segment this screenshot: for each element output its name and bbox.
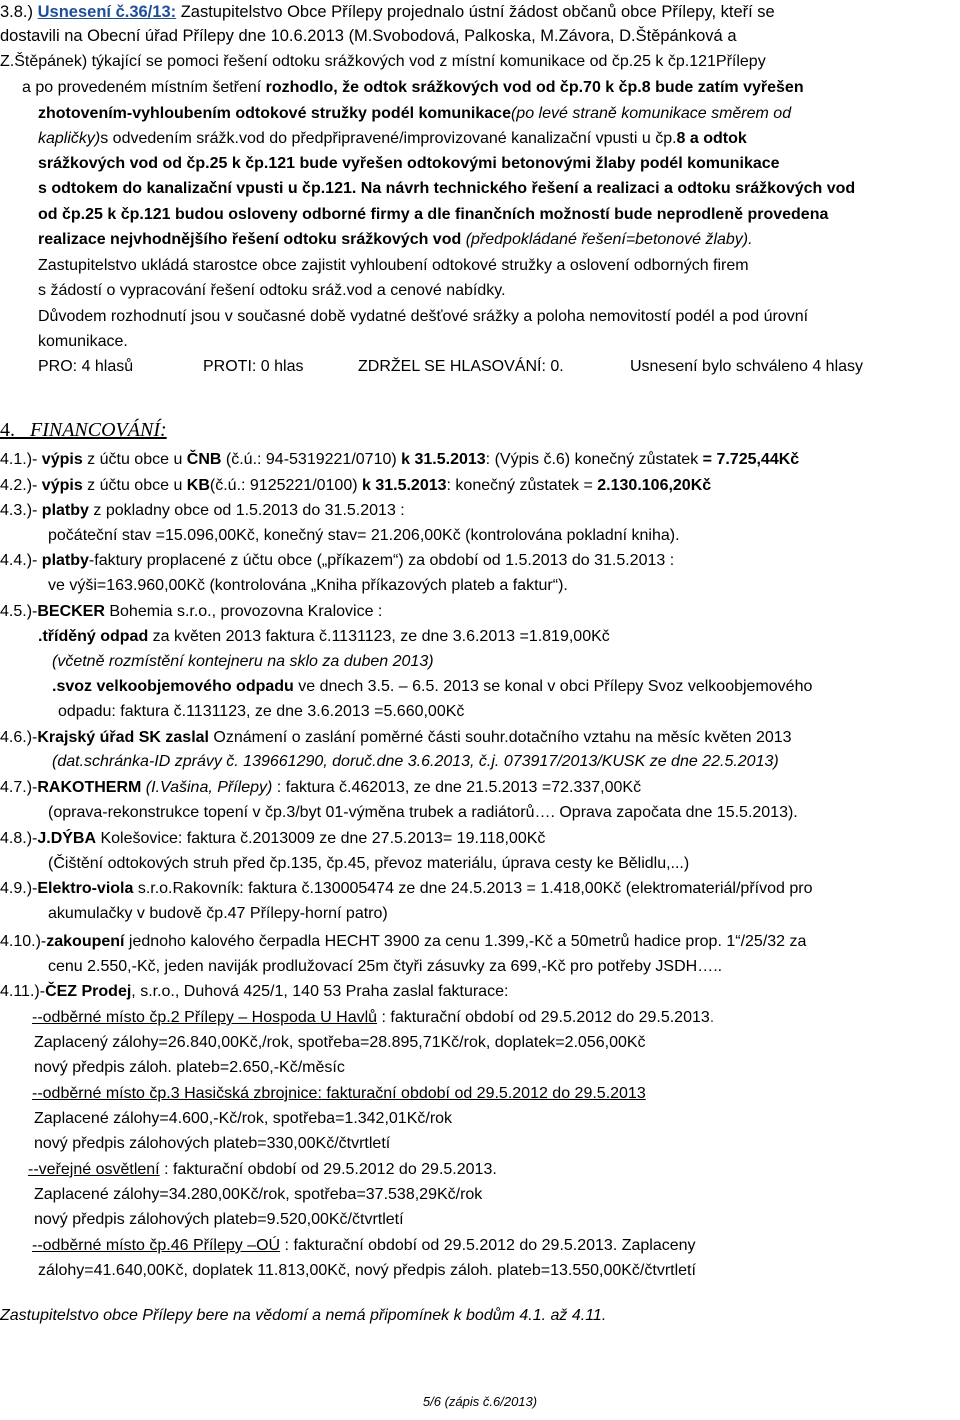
resolution-line-10 (38, 228, 753, 252)
item-text: : fakturační období od 29.5.2012 do 29.5.2013. Zaplaceny (280, 1237, 696, 1254)
item-4-5-invoice (58, 700, 464, 724)
item-text: (Čištění odtokových struh před čp.135, čp.45, převoz materiálu, úprava cesty ke Bělidlu,...) (48, 855, 690, 872)
resolution-number: 3.8.) (0, 3, 34, 21)
item-4-5 (0, 600, 382, 624)
item-4-4 (0, 549, 674, 573)
page-footer (0, 1394, 960, 1409)
vote-proti (203, 355, 303, 379)
resolution-line-6 (38, 127, 747, 151)
cez-place-2-payments (34, 1031, 646, 1055)
bank-name: ČNB (186, 451, 222, 468)
item-4-8-detail (48, 852, 689, 876)
account-number: (č.ú.: 9125221/0100) (209, 477, 362, 494)
item-label: platby (41, 502, 89, 519)
item-text: Zaplacené zálohy=34.280,00Kč/rok, spotřeba=37.538,29Kč/rok (34, 1186, 483, 1203)
item-italic-note: (včetně rozmístění kontejneru na sklo za duben 2013) (52, 653, 434, 670)
cez-place-46 (32, 1234, 696, 1258)
item-text: Bohemia s.r.o., provozovna Kralovice : (104, 603, 383, 620)
item-4-3-detail (48, 524, 680, 548)
cez-place-3-new (34, 1132, 390, 1156)
resolution-decision: 121 budou osloveny odborné firmy a dle finančních možností bude neprodleně provedena (143, 206, 829, 223)
item-text: z účtu obce u (82, 477, 187, 494)
resolution-decision: srážkových vod od čp.25 k čp. (38, 155, 269, 172)
item-text: Zaplacené zálohy=4.600,-Kč/rok, spotřeba=1.342,01Kč/rok (34, 1110, 453, 1127)
resolution-decision: 121 bude vyřešen odtokovými betonovými žlaby podél komunikace (268, 155, 780, 172)
item-text: : faktura č.462013, ze dne 21.5.2013 =72.337,00Kč (272, 779, 642, 796)
resolution-text: 121Přílepy (689, 53, 766, 70)
resolution-text: a po provedeném místním šetření (22, 79, 266, 96)
item-4-9-detail (48, 902, 388, 926)
resolution-text: Důvodem rozhodnutí jsou v současné době vydatné dešťové srážky a poloha nemovitostí podél a pod úrovní (38, 308, 809, 325)
resolution-line-14 (38, 330, 128, 354)
item-text: : konečný zůstatek = (446, 477, 598, 494)
item-text: . (709, 1009, 715, 1026)
item-4-9 (0, 877, 812, 901)
item-number: 4.11.)- (0, 983, 46, 1000)
item-text: ve výši=163.960,00Kč (kontrolována „Kniha příkazových plateb a faktur“). (48, 577, 568, 594)
vote-pro (38, 355, 133, 379)
item-4-5-note (52, 650, 434, 674)
resolution-line-2 (0, 24, 737, 48)
account-number: (č.ú.: 94-5319221/0710) (221, 451, 402, 468)
resolution-text: s odvedením srážk.vod do předpřipravené/improvizované kanalizační vpusti u čp. (100, 130, 677, 147)
item-text: Oznámení o zaslání poměrné části souhr.dotačního vztahu na měsíc květen 2013 (208, 729, 792, 746)
company-name: ČEZ Prodej (45, 983, 132, 1000)
resolution-line-7 (38, 152, 780, 176)
resolution-line-5 (38, 102, 791, 126)
cez-public-lighting-payments (34, 1183, 482, 1207)
resolution-line-3 (0, 50, 766, 74)
item-italic-note: (dat.schránka-ID zprávy č. 139661290, doruč.dne 3.6.2013, č.j. 073917/2013/KUSK ze dne 22.5.2013) (52, 753, 779, 770)
cez-place-2-new (34, 1056, 345, 1080)
resolution-line-12 (38, 279, 506, 303)
item-number: 4.2.)- (0, 477, 42, 494)
item-4-6-note (52, 750, 779, 774)
item-4-7 (0, 776, 641, 800)
cez-place-3-payments (34, 1107, 452, 1131)
resolution-decision: realizace nejvhodnějšího řešení odtoku srážkových vod (38, 231, 466, 248)
item-italic-note: (I.Vašina, Přílepy) (141, 779, 273, 796)
resolution-title: Usnesení č.36/13: (37, 3, 177, 21)
item-text: (oprava-rekonstrukce topení v čp.3/byt 01-výměna trubek a radiátorů…. Oprava započata dne 15.5.2013). (48, 804, 798, 821)
page-number: 5/6 (zápis č.6/2013) (422, 1394, 538, 1409)
vote-result-text: Usnesení bylo schváleno 4 hlasy (630, 358, 864, 375)
resolution-decision: 8 bude zatím vyřešen (641, 79, 804, 96)
company-name: J.DÝBA (37, 830, 97, 847)
balance-value: 2.130.106,20Kč (597, 477, 712, 494)
item-text: akumulačky v budově čp.47 Přílepy-horní patro) (48, 905, 388, 922)
item-4-7-detail (48, 801, 798, 825)
item-text: jednoho kalového čerpadla HECHT 3900 za cenu 1.399,-Kč a 50metrů hadice prop. 1“/25/32 za (124, 933, 807, 950)
resolution-line-11 (38, 254, 749, 278)
resolution-text: Zastupitelstvo ukládá starostce obce zajistit vyhloubení odtokové stružky a oslovení odborných firem (38, 257, 749, 274)
company-name: BECKER (37, 603, 105, 620)
item-4-10 (0, 930, 806, 954)
cez-public-lighting (28, 1158, 497, 1182)
cez-place-3 (32, 1082, 646, 1106)
resolution-decision: od čp.25 k čp. (38, 206, 144, 223)
company-name: RAKOTHERM (37, 779, 142, 796)
balance-value: = 7.725,44Kč (702, 451, 800, 468)
section-heading (0, 416, 167, 444)
resolution-decision: zhotovením-vyhloubením odtokové stružky podél komunikace (38, 105, 511, 122)
company-name: Krajský úřad SK zaslal (37, 729, 209, 746)
section-number: 4. (0, 419, 15, 441)
item-text: : fakturační období od 29.5.2012 do 29.5.2013. (159, 1161, 497, 1178)
item-text: odpadu: faktura č.1131123, ze dne 3.6.2013 =5.660,00Kč (58, 703, 465, 720)
place-label: --odběrné místo čp.46 Přílepy –OÚ (32, 1237, 281, 1254)
resolution-text: dostavili na Obecní úřad Přílepy dne 10.6.2013 (M.Svobodová, Palkoska, M.Závora, D.Štěpánková a (0, 27, 737, 45)
resolution-line-8 (38, 177, 855, 201)
item-text: nový předpis zálohových plateb=9.520,00Kč/čtvrtletí (34, 1211, 404, 1228)
item-text: Kolešovice: faktura č.2013009 ze dne 27.5.2013= 19.118,00Kč (96, 830, 546, 847)
item-text: z účtu obce u (82, 451, 187, 468)
item-text: -faktury proplacené z účtu obce („příkazem“) za období od 1.5.2013 do 31.5.2013 : (88, 552, 675, 569)
item-text: : (Výpis č.6) konečný zůstatek (485, 451, 703, 468)
item-4-4-detail (48, 574, 568, 598)
closing-text: Zastupitelstvo obce Přílepy bere na vědomí a nemá připomínek k bodům 4.1. až 4.11. (0, 1307, 607, 1324)
item-text: zálohy=41.640,00Kč, doplatek 11.813,00Kč, nový předpis záloh. plateb=13.550,00Kč/čtvrtletí (38, 1262, 696, 1279)
resolution-text: komunikace. (38, 333, 128, 350)
item-text: Zaplacený zálohy=26.840,00Kč,/rok, spotřeba=28.895,71Kč/rok, doplatek=2.056,00Kč (34, 1034, 646, 1051)
item-number: 4.3.)- (0, 502, 42, 519)
item-text: počáteční stav =15.096,00Kč, konečný stav= 21.206,00Kč (kontrolována pokladní kniha). (48, 527, 680, 544)
resolution-italic-note: (předpokládané řešení=betonové žlaby). (465, 231, 753, 248)
resolution-line-1 (0, 0, 775, 24)
item-text: ve dnech 3.5. – 6.5. 2013 se konal v obci Přílepy Svoz velkoobjemového (293, 678, 813, 695)
item-number: 4.7.)- (0, 779, 38, 796)
place-label: --odběrné místo čp.2 Přílepy – Hospoda U Havlů (32, 1009, 378, 1026)
resolution-decision: s odtokem do kanalizační vpusti u čp.121. (38, 180, 357, 197)
item-number: 4.10.)- (0, 933, 47, 950)
vote-proti-text: PROTI: 0 hlas (203, 358, 304, 375)
resolution-decision: 8 a odtok (676, 130, 747, 147)
resolution-decision: Na návrh technického řešení a realizaci a odtoku srážkových vod (356, 180, 856, 197)
item-label: .tříděný odpad (38, 628, 149, 645)
item-label: výpis (41, 477, 83, 494)
item-label: výpis (41, 451, 83, 468)
resolution-text: Zastupitelstvo Obce Přílepy projednalo ústní žádost občanů obce Přílepy, kteří se (180, 3, 775, 21)
cez-public-lighting-new (34, 1208, 404, 1232)
vote-pro-text: PRO: 4 hlasů (38, 358, 134, 375)
resolution-italic-note: kapličky) (38, 130, 101, 147)
item-text: nový předpis zálohových plateb=330,00Kč/čtvrtletí (34, 1135, 391, 1152)
item-text: fakturační období od 29.5.2012 do 29.5.2013 (321, 1085, 646, 1102)
company-name: Elektro-viola (37, 880, 134, 897)
vote-result (630, 355, 863, 379)
item-number: 4.5.)- (0, 603, 38, 620)
item-text: za květen 2013 faktura č.1131123, ze dne 3.6.2013 =1.819,00Kč (148, 628, 610, 645)
place-label: --odběrné místo čp.3 Hasičská zbrojnice: (32, 1085, 322, 1102)
closing-statement (0, 1304, 606, 1328)
item-label: platby (41, 552, 89, 569)
resolution-line-9 (38, 203, 828, 227)
item-number: 4.6.)- (0, 729, 38, 746)
statement-date: k 31.5.2013 (362, 477, 447, 494)
item-label: .svoz velkoobjemového odpadu (52, 678, 294, 695)
item-4-5-bulky-waste (52, 675, 812, 699)
item-number: 4.9.)- (0, 880, 38, 897)
item-4-11 (0, 980, 508, 1004)
resolution-italic-note: (po levé straně komunikace směrem od (510, 105, 792, 122)
item-number: 4.8.)- (0, 830, 38, 847)
item-text: : fakturační období od 29.5.2012 do 29.5.2013 (377, 1009, 710, 1026)
place-label: --veřejné osvětlení (28, 1161, 160, 1178)
cez-place-46-detail (38, 1259, 696, 1283)
statement-date: k 31.5.2013 (401, 451, 486, 468)
item-number: 4.1.)- (0, 451, 42, 468)
bank-name: KB (186, 477, 210, 494)
item-4-8 (0, 827, 545, 851)
item-4-5-sorted-waste (38, 625, 610, 649)
item-4-2 (0, 474, 711, 498)
item-number: 4.4.)- (0, 552, 42, 569)
vote-zdrzel-text: ZDRŽEL SE HLASOVÁNÍ: 0. (358, 358, 564, 375)
vote-zdrzel (358, 355, 564, 379)
resolution-line-4 (22, 76, 804, 100)
section-title: FINANCOVÁNÍ: (30, 419, 167, 441)
resolution-line-13 (38, 305, 808, 329)
cez-place-2 (32, 1006, 714, 1030)
resolution-text: s žádostí o vypracování řešení odtoku sráž.vod a cenové nabídky. (38, 282, 506, 299)
item-text: z pokladny obce od 1.5.2013 do 31.5.2013 : (88, 502, 405, 519)
item-text: cenu 2.550,-Kč, jeden naviják prodlužovací 25m čtyři zásuvky za 699,-Kč pro potřeby JSDH….. (48, 958, 723, 975)
item-text: nový předpis záloh. plateb=2.650,-Kč/měsíc (34, 1059, 345, 1076)
item-4-3 (0, 499, 405, 523)
item-text: s.r.o.Rakovník: faktura č.130005474 ze dne 24.5.2013 = 1.418,00Kč (elektromateriál/přívod pro (133, 880, 813, 897)
item-text: , s.r.o., Duhová 425/1, 140 53 Praha zaslal fakturace: (131, 983, 509, 1000)
item-4-1 (0, 448, 799, 472)
item-label: zakoupení (46, 933, 125, 950)
resolution-decision: rozhodlo, že odtok srážkových vod od čp.70 k čp. (265, 79, 642, 96)
item-4-6 (0, 726, 792, 750)
resolution-text: Z.Štěpánek) týkající se pomoci řešení odtoku srážkových vod z místní komunikace od čp.25 k čp. (0, 53, 690, 70)
item-4-10-detail (48, 955, 722, 979)
